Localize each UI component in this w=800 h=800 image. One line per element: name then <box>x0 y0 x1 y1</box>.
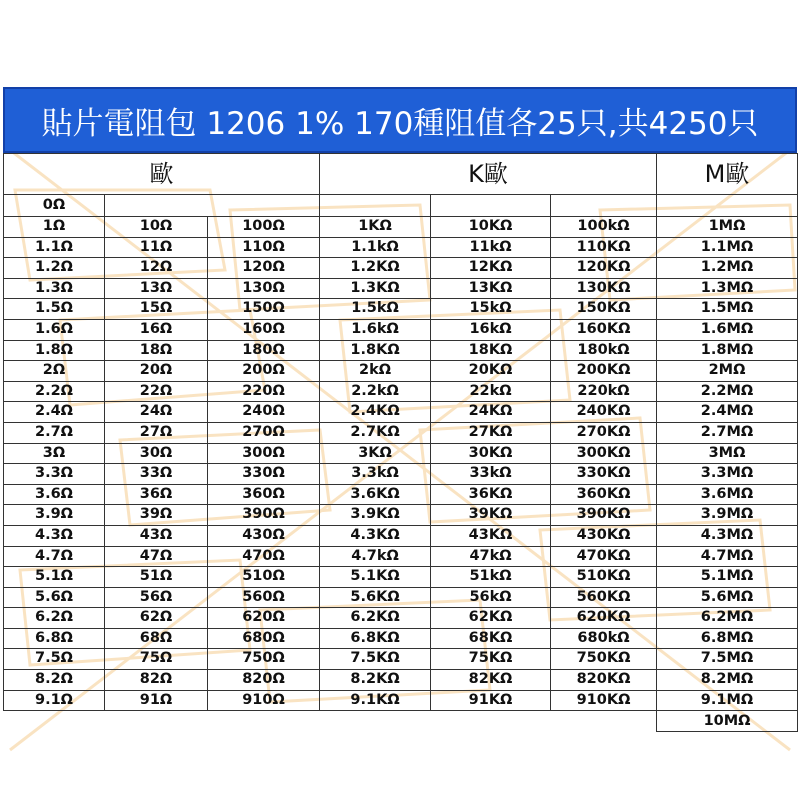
resistance-value-cell: 82Ω <box>105 670 208 691</box>
resistor-value-table <box>3 153 798 732</box>
resistance-value-cell: 1.2KΩ <box>320 258 431 279</box>
resistance-value-cell: 8.2MΩ <box>657 670 798 691</box>
resistance-value-cell: 20KΩ <box>431 361 551 382</box>
resistance-value-cell: 91KΩ <box>431 690 551 711</box>
resistance-value-cell: 6.2Ω <box>4 608 105 629</box>
resistance-value-cell: 430Ω <box>208 525 320 546</box>
resistance-value-cell: 8.2KΩ <box>320 670 431 691</box>
resistance-value-cell: 9.1Ω <box>4 690 105 711</box>
resistance-value-cell: 910KΩ <box>551 690 657 711</box>
resistance-value-cell: 56Ω <box>105 587 208 608</box>
resistance-value-cell: 3.9KΩ <box>320 505 431 526</box>
resistance-value-cell: 3MΩ <box>657 443 798 464</box>
resistance-value-cell: 3.6Ω <box>4 484 105 505</box>
resistance-value-cell: 30Ω <box>105 443 208 464</box>
resistance-value-cell: 360Ω <box>208 484 320 505</box>
resistance-value-cell: 3KΩ <box>320 443 431 464</box>
resistance-value-cell: 620KΩ <box>551 608 657 629</box>
resistance-value-cell: 470KΩ <box>551 546 657 567</box>
resistance-value-cell: 5.1MΩ <box>657 567 798 588</box>
resistance-value-cell: 5.1Ω <box>4 567 105 588</box>
resistance-value-cell: 1.5MΩ <box>657 299 798 320</box>
resistance-value-cell: 22Ω <box>105 381 208 402</box>
resistance-value-cell: 620Ω <box>208 608 320 629</box>
resistance-value-cell: 270KΩ <box>551 422 657 443</box>
resistance-value-cell: 51kΩ <box>431 567 551 588</box>
resistance-value-cell: 2MΩ <box>657 361 798 382</box>
resistance-value-cell: 560Ω <box>208 587 320 608</box>
resistance-value-cell: 680kΩ <box>551 628 657 649</box>
resistance-value-cell: 1.1MΩ <box>657 237 798 258</box>
table-row <box>4 361 798 382</box>
resistance-value-cell: 22kΩ <box>431 381 551 402</box>
resistance-value-cell: 6.8KΩ <box>320 628 431 649</box>
resistance-value-cell: 7.5Ω <box>4 649 105 670</box>
resistance-value-cell: 2.2MΩ <box>657 381 798 402</box>
resistance-value-cell: 910Ω <box>208 690 320 711</box>
resistance-value-cell: 1.2Ω <box>4 258 105 279</box>
resistance-value-cell: 33Ω <box>105 464 208 485</box>
header-ohm: 歐 <box>4 154 320 195</box>
resistance-value-cell: 2.2Ω <box>4 381 105 402</box>
cell-empty <box>551 711 657 732</box>
resistance-value-cell: 12KΩ <box>431 258 551 279</box>
cell-empty <box>105 195 320 217</box>
resistance-value-cell: 30KΩ <box>431 443 551 464</box>
resistance-value-cell: 160KΩ <box>551 319 657 340</box>
resistance-value-cell: 2.4Ω <box>4 402 105 423</box>
resistance-value-cell: 47Ω <box>105 546 208 567</box>
resistance-value-cell: 4.3Ω <box>4 525 105 546</box>
resistance-value-cell: 200Ω <box>208 361 320 382</box>
resistance-value-cell: 3.3Ω <box>4 464 105 485</box>
cell-empty <box>4 711 105 732</box>
resistance-value-cell: 1.6MΩ <box>657 319 798 340</box>
resistance-value-cell: 18Ω <box>105 340 208 361</box>
resistance-value-cell: 62KΩ <box>431 608 551 629</box>
resistance-value-cell: 220kΩ <box>551 381 657 402</box>
resistance-value-cell: 3.6MΩ <box>657 484 798 505</box>
resistance-value-cell: 56kΩ <box>431 587 551 608</box>
resistance-value-cell: 150Ω <box>208 299 320 320</box>
resistance-value-cell: 110KΩ <box>551 237 657 258</box>
resistance-value-cell: 560KΩ <box>551 587 657 608</box>
resistance-value-cell: 24KΩ <box>431 402 551 423</box>
resistance-value-cell: 18KΩ <box>431 340 551 361</box>
resistance-value-cell: 510Ω <box>208 567 320 588</box>
resistance-value-cell: 330Ω <box>208 464 320 485</box>
table-row <box>4 587 798 608</box>
header-mohm: M歐 <box>657 154 798 195</box>
cell-empty <box>320 195 431 217</box>
resistance-value-cell: 240KΩ <box>551 402 657 423</box>
resistance-value-cell: 36KΩ <box>431 484 551 505</box>
table-row <box>4 567 798 588</box>
resistance-value-cell: 36Ω <box>105 484 208 505</box>
resistance-value-cell: 5.1KΩ <box>320 567 431 588</box>
resistance-value-cell: 110Ω <box>208 237 320 258</box>
resistance-value-cell: 13KΩ <box>431 278 551 299</box>
resistance-value-cell: 75KΩ <box>431 649 551 670</box>
resistance-value-cell: 12Ω <box>105 258 208 279</box>
cell-empty <box>431 195 551 217</box>
resistance-value-cell: 6.2MΩ <box>657 608 798 629</box>
resistance-value-cell: 15kΩ <box>431 299 551 320</box>
resistance-value-cell: 3.3kΩ <box>320 464 431 485</box>
resistance-value-cell: 82KΩ <box>431 670 551 691</box>
resistance-value-cell: 1.1Ω <box>4 237 105 258</box>
cell-empty <box>320 711 431 732</box>
resistance-value-cell: 750KΩ <box>551 649 657 670</box>
resistance-value-cell: 4.7MΩ <box>657 546 798 567</box>
resistance-value-cell: 62Ω <box>105 608 208 629</box>
resistance-value-cell: 130KΩ <box>551 278 657 299</box>
resistance-value-cell: 11kΩ <box>431 237 551 258</box>
resistance-value-cell: 11Ω <box>105 237 208 258</box>
resistance-value-cell: 10KΩ <box>431 217 551 238</box>
table-row <box>4 319 798 340</box>
resistance-value-cell: 150KΩ <box>551 299 657 320</box>
resistance-value-cell: 820Ω <box>208 670 320 691</box>
resistance-value-cell: 7.5MΩ <box>657 649 798 670</box>
resistance-value-cell: 9.1MΩ <box>657 690 798 711</box>
resistance-value-cell: 3.3MΩ <box>657 464 798 485</box>
table-row <box>4 278 798 299</box>
resistance-value-cell: 820KΩ <box>551 670 657 691</box>
resistance-value-cell: 6.8MΩ <box>657 628 798 649</box>
resistance-value-cell: 270Ω <box>208 422 320 443</box>
resistance-value-cell: 1.3KΩ <box>320 278 431 299</box>
resistance-value-cell: 6.2KΩ <box>320 608 431 629</box>
table-row <box>4 237 798 258</box>
resistance-value-cell: 4.3KΩ <box>320 525 431 546</box>
resistance-value-cell: 3Ω <box>4 443 105 464</box>
resistance-value-cell: 1KΩ <box>320 217 431 238</box>
header-kohm: K歐 <box>320 154 657 195</box>
resistance-value-cell: 160Ω <box>208 319 320 340</box>
zero-row <box>4 195 798 217</box>
resistance-value-cell: 39Ω <box>105 505 208 526</box>
table-row <box>4 690 798 711</box>
cell-empty <box>431 711 551 732</box>
resistance-value-cell: 680Ω <box>208 628 320 649</box>
table-row <box>4 258 798 279</box>
table-row <box>4 402 798 423</box>
resistance-value-cell: 390KΩ <box>551 505 657 526</box>
resistance-value-cell: 2.4KΩ <box>320 402 431 423</box>
resistance-value-cell: 68KΩ <box>431 628 551 649</box>
resistance-value-cell: 5.6MΩ <box>657 587 798 608</box>
resistance-value-cell: 1.8Ω <box>4 340 105 361</box>
resistance-value-cell: 1.2MΩ <box>657 258 798 279</box>
resistance-value-cell: 68Ω <box>105 628 208 649</box>
resistance-value-cell: 1.6kΩ <box>320 319 431 340</box>
table-row <box>4 484 798 505</box>
resistance-value-cell: 1.5kΩ <box>320 299 431 320</box>
resistance-value-cell: 1Ω <box>4 217 105 238</box>
resistance-value-cell: 1.3Ω <box>4 278 105 299</box>
resistance-value-cell: 180kΩ <box>551 340 657 361</box>
table-row <box>4 464 798 485</box>
resistance-value-cell: 1.6Ω <box>4 319 105 340</box>
resistance-value-cell: 2Ω <box>4 361 105 382</box>
resistance-value-cell: 20Ω <box>105 361 208 382</box>
resistance-value-cell: 2.7MΩ <box>657 422 798 443</box>
resistance-value-cell: 240Ω <box>208 402 320 423</box>
resistance-value-cell: 5.6KΩ <box>320 587 431 608</box>
resistance-value-cell: 43Ω <box>105 525 208 546</box>
resistance-value-cell: 10Ω <box>105 217 208 238</box>
resistance-value-cell: 1.1kΩ <box>320 237 431 258</box>
cell-zero-ohm: 0Ω <box>4 195 105 217</box>
resistance-value-cell: 51Ω <box>105 567 208 588</box>
resistance-value-cell: 130Ω <box>208 278 320 299</box>
table-row <box>4 670 798 691</box>
title-banner: 貼片電阻包 1206 1% 170種阻值各25只,共4250只 <box>3 87 797 153</box>
table-row <box>4 608 798 629</box>
resistance-value-cell: 1.8KΩ <box>320 340 431 361</box>
resistance-value-cell: 75Ω <box>105 649 208 670</box>
resistance-value-cell: 43KΩ <box>431 525 551 546</box>
resistance-value-cell: 33kΩ <box>431 464 551 485</box>
resistance-value-cell: 3.9MΩ <box>657 505 798 526</box>
resistance-value-cell: 2.7Ω <box>4 422 105 443</box>
table-row <box>4 340 798 361</box>
table-row <box>4 628 798 649</box>
resistance-value-cell: 2.7KΩ <box>320 422 431 443</box>
resistance-value-cell: 200KΩ <box>551 361 657 382</box>
cell-empty <box>551 195 657 217</box>
resistance-value-cell: 2.2kΩ <box>320 381 431 402</box>
resistance-value-cell: 1.3MΩ <box>657 278 798 299</box>
resistance-value-cell: 2.4MΩ <box>657 402 798 423</box>
resistance-value-cell: 13Ω <box>105 278 208 299</box>
resistance-value-cell: 10MΩ <box>657 711 798 732</box>
table-row <box>4 299 798 320</box>
table-row <box>4 443 798 464</box>
resistance-value-cell: 4.3MΩ <box>657 525 798 546</box>
resistance-value-cell: 7.5KΩ <box>320 649 431 670</box>
resistance-value-cell: 27Ω <box>105 422 208 443</box>
resistance-value-cell: 1MΩ <box>657 217 798 238</box>
resistance-value-cell: 4.7kΩ <box>320 546 431 567</box>
table-row <box>4 546 798 567</box>
resistance-value-cell: 16Ω <box>105 319 208 340</box>
resistance-value-cell: 330KΩ <box>551 464 657 485</box>
resistance-value-cell: 470Ω <box>208 546 320 567</box>
resistance-value-cell: 3.6KΩ <box>320 484 431 505</box>
resistance-value-cell: 16kΩ <box>431 319 551 340</box>
resistance-value-cell: 24Ω <box>105 402 208 423</box>
resistance-value-cell: 300KΩ <box>551 443 657 464</box>
resistance-value-cell: 8.2Ω <box>4 670 105 691</box>
resistance-value-cell: 1.5Ω <box>4 299 105 320</box>
resistance-value-cell: 15Ω <box>105 299 208 320</box>
resistance-value-cell: 100Ω <box>208 217 320 238</box>
table-row <box>4 422 798 443</box>
resistance-value-cell: 27KΩ <box>431 422 551 443</box>
extra-row <box>4 711 798 732</box>
resistance-value-cell: 120KΩ <box>551 258 657 279</box>
cell-empty <box>657 195 798 217</box>
resistance-value-cell: 39KΩ <box>431 505 551 526</box>
resistance-value-cell: 430KΩ <box>551 525 657 546</box>
resistance-value-cell: 91Ω <box>105 690 208 711</box>
resistance-value-cell: 9.1KΩ <box>320 690 431 711</box>
table-row <box>4 217 798 238</box>
resistance-value-cell: 300Ω <box>208 443 320 464</box>
resistance-value-cell: 100kΩ <box>551 217 657 238</box>
resistance-value-cell: 2kΩ <box>320 361 431 382</box>
cell-empty <box>208 711 320 732</box>
resistance-value-cell: 180Ω <box>208 340 320 361</box>
resistance-value-cell: 47kΩ <box>431 546 551 567</box>
table-row <box>4 505 798 526</box>
resistance-value-cell: 3.9Ω <box>4 505 105 526</box>
cell-empty <box>105 711 208 732</box>
resistance-value-cell: 390Ω <box>208 505 320 526</box>
table-row <box>4 525 798 546</box>
resistance-value-cell: 5.6Ω <box>4 587 105 608</box>
resistance-value-cell: 120Ω <box>208 258 320 279</box>
resistance-value-cell: 220Ω <box>208 381 320 402</box>
resistance-value-cell: 1.8MΩ <box>657 340 798 361</box>
table-row <box>4 381 798 402</box>
resistance-value-cell: 510KΩ <box>551 567 657 588</box>
header-row <box>4 154 798 195</box>
resistance-value-cell: 750Ω <box>208 649 320 670</box>
resistance-value-cell: 360KΩ <box>551 484 657 505</box>
table-row <box>4 649 798 670</box>
resistance-value-cell: 4.7Ω <box>4 546 105 567</box>
resistance-value-cell: 6.8Ω <box>4 628 105 649</box>
